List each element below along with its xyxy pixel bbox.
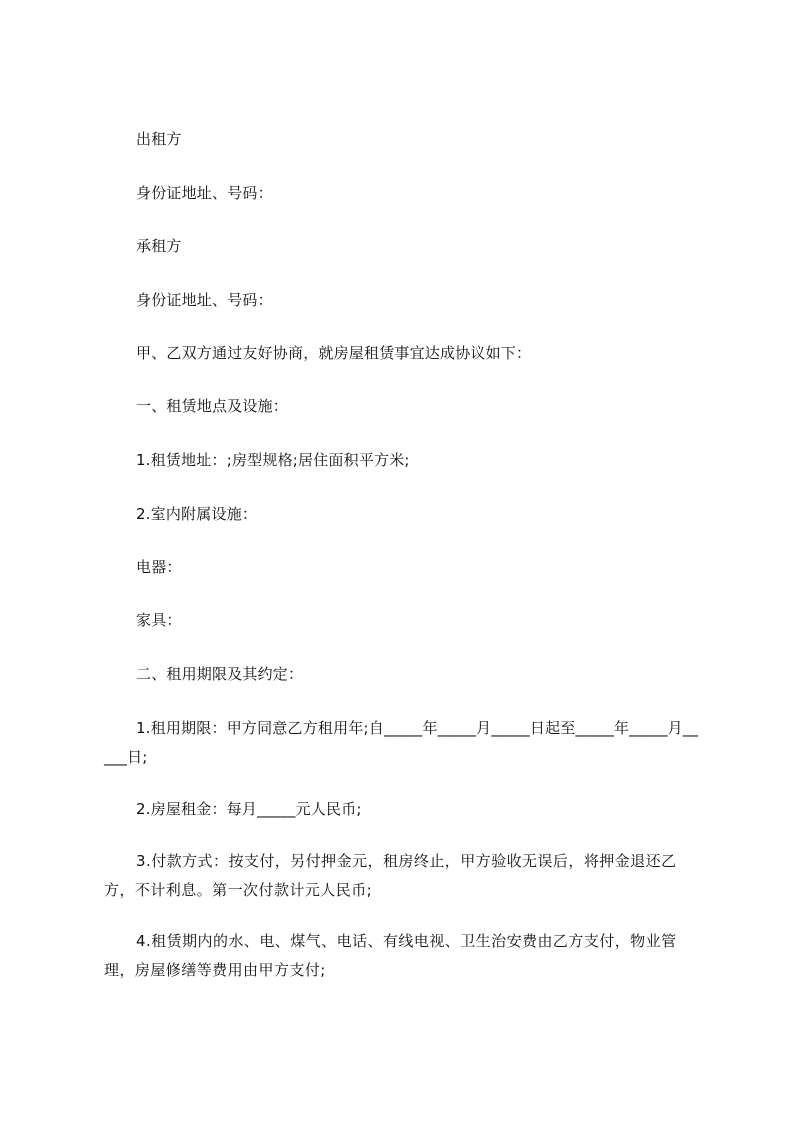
lessee-id-address: 身份证地址、号码： — [136, 291, 273, 309]
clause-2-4: 4.租赁期内的水、电、煤气、电话、有线电视、卫生治安费由乙方支付，物业管理，房屋修缮等费用由甲方支付; — [104, 932, 677, 979]
clause-2-1: 1.租用期限：甲方同意乙方租用年;自_____年_____月_____日起至_____年_____月_____日; — [104, 719, 699, 766]
clause-1-2: 2.室内附属设施： — [136, 505, 258, 523]
clause-1-1: 1.租赁地址：;房型规格;居住面积平方米; — [136, 451, 410, 469]
section-1-heading: 一、租赁地点及设施： — [136, 397, 289, 415]
clause-2-3: 3.付款方式：按支付，另付押金元，租房终止，甲方验收无误后，将押金退还乙方，不计利息。第一次付款计元人民币; — [104, 852, 677, 899]
section-2-heading: 二、租用期限及其约定： — [136, 665, 304, 683]
clause-2-2: 2.房屋租金：每月_____元人民币; — [136, 800, 362, 818]
lessor-label: 出租方 — [136, 130, 182, 148]
appliances-line: 电器： — [136, 558, 182, 576]
agreement-intro: 甲、乙双方通过友好协商，就房屋租赁事宜达成协议如下： — [136, 344, 532, 362]
lessor-id-address: 身份证地址、号码： — [136, 184, 273, 202]
furniture-line: 家具： — [136, 611, 182, 629]
lessee-label: 承租方 — [136, 237, 182, 255]
